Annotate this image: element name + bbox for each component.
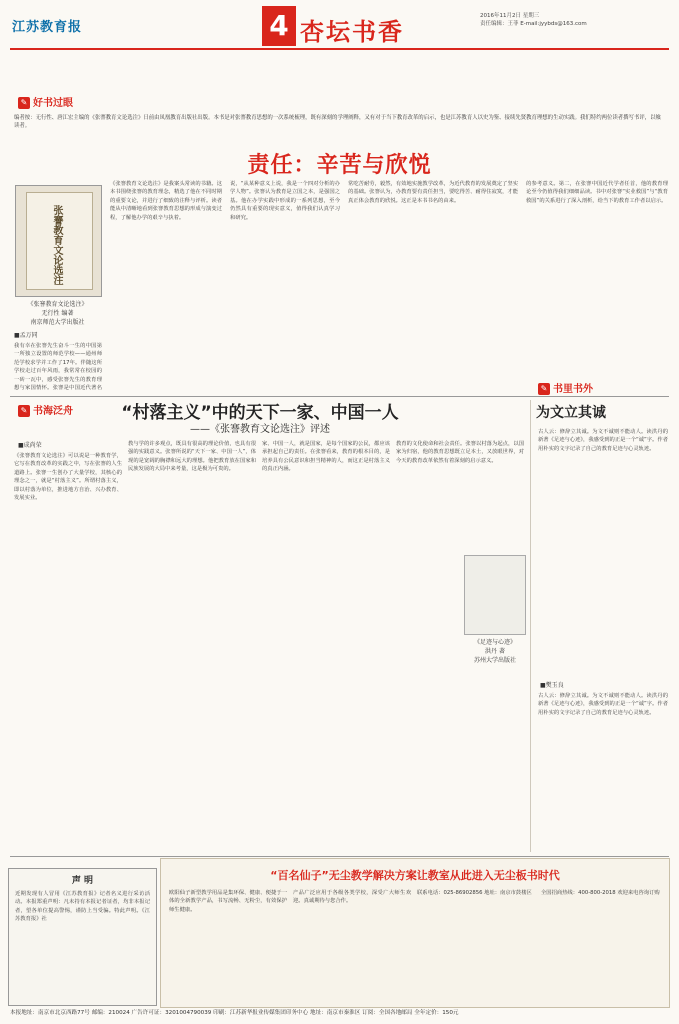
book-cover-title: 张謇教育文论选注	[51, 205, 62, 285]
book-icon: ✎	[18, 405, 30, 417]
notice-box	[8, 868, 157, 1006]
section-label-text: 书海泛舟	[33, 406, 73, 417]
notice-title: 声 明	[71, 876, 94, 886]
sidebar-label	[538, 380, 593, 395]
book-cover-image	[15, 185, 102, 297]
article-author: ■孟万同	[14, 332, 38, 339]
book-icon: ✎	[538, 383, 550, 395]
ad-title: “百名仙子”无尘教学解决方案让教室从此进入无尘板书时代	[270, 869, 560, 882]
sidebar-divider	[530, 400, 531, 852]
article-column-4: 常吃苦耐劳，毅然，有效地实施教学改革，为近代教育的发展奠定了坚实的基础。张謇认为，办教育要有责任担当，要吃得苦、耐得住寂寞，才能真正体会教育的欣悦。这正是本书书名的由来。	[348, 181, 518, 204]
sidebar-book-publisher: 苏州大学出版社	[473, 657, 516, 664]
page-number: 4	[262, 6, 296, 46]
notice-text: 近期发现有人冒用《江苏教育报》记者名义进行采访活动。本报郑重声明：凡未持有本报记者证者，均非本报记者，望各单位提高警惕，谨防上当受骗。特此声明。《江苏教育报》社	[15, 891, 150, 923]
section-divider	[10, 396, 669, 397]
header-date: 2016年11月2日 星期三	[480, 13, 540, 19]
advertisement	[160, 858, 670, 1008]
ad-column-3: 联系电话：025-86902856 地址：南京市鼓楼区	[417, 890, 532, 896]
section-label-text: 好书过眼	[33, 98, 73, 109]
section-label-good-books	[18, 94, 73, 109]
article-column-3: 说，“从某种意义上说，我是一个四对分析的办学人物”。张謇认为教育是立国之本，是强国之基。他在办学实践中形成的一系列思想，至今仍然具有重要的现实意义，值得我们认真学习和研究。	[230, 181, 340, 221]
sidebar-column-2: 古人云：修辞立其诚。为文不诚则不能动人。读洪丹的新著《足迹与心迹》，我感受到的正是一个“诚”字。作者用朴实的文字记录了自己的教育足迹与心灵轨迹。	[538, 693, 668, 716]
header-info	[480, 13, 670, 28]
ad-column-1: 欧阳仙子新型教学用品是集环保、健康、便捷于一体的全新教学产品，书写流畅、无粉尘，有效保护师生健康。	[169, 890, 287, 913]
sidebar-title: 为文立其诚	[536, 405, 606, 421]
sidebar-column-1: 古人云：修辞立其诚。为文不诚则不能动人。读洪丹的新著《足迹与心迹》，我感受到的正是一个“诚”字。作者用朴实的文字记录了自己的教育足迹与心灵轨迹。	[538, 429, 668, 452]
book-cover-inner	[26, 192, 93, 290]
article-column-1: 我有幸在张謇先生奋斗一生的中国第一所独立设置的师范学校——通州师范学校求学并工作了17年。伴随这所学校走过百年风雨，我常常在校园的一砖一瓦中，感受张謇先生的教育理想与家国情怀。张謇是中国近代著名	[14, 343, 102, 392]
ad-column-2: 产品广泛应用于各级各类学校，深受广大师生欢迎。真诚期待与您合作。	[293, 890, 411, 905]
header-rule	[10, 48, 669, 50]
article2-column-1: 《张謇教育文论选注》可以说是一种教育学，它写在教育改革的实践之中，写在张謇的人生道路上。张謇一生创办了大量学校，其核心的理念之一，就是“村落主义”。所谓村落主义，即以村落为单位，推进地方自治、兴办教育、发展实业。	[14, 453, 122, 502]
article-title: 责任：辛苦与欣悦	[247, 153, 432, 178]
article2-subtitle: ——《张謇教育文论选注》评述	[190, 424, 330, 435]
article2-column-2: 教与学的许多观点，既具有很高的理论价值，也具有很强的实践意义。张謇所说的“天下一家、中国一人”，体现的是宽阔的胸襟和远大的理想。他把教育放在国家和民族发展的大局中来考量，这是极为可贵的。	[128, 441, 256, 473]
article2-column-4: 教育的文化使命和社会责任。张謇以村落为起点，以国家为归宿，他的教育思想既立足本土，又放眼世界，对今天的教育改革依然有着深刻的启示意义。	[396, 441, 524, 464]
sidebar-author: ■樊玉良	[540, 682, 564, 689]
sidebar-book-cover	[464, 555, 526, 635]
article2-title: “村落主义”中的天下一家、中国一人	[121, 403, 399, 423]
book-icon: ✎	[18, 97, 30, 109]
sidebar-label-text: 书里书外	[553, 384, 593, 395]
ad-column-4: 全国招商热线：400-800-2018 欢迎来电咨询订购	[541, 890, 660, 896]
page-title: 杏坛书香	[300, 18, 404, 46]
sidebar-book-title: 《足迹与心迹》	[473, 639, 516, 646]
book-caption-title: 《张謇教育文论选注》	[27, 301, 88, 308]
article2-column-3: 家、中国一人，就是国家，是每个国家的公民，都应该承担起自己的责任。在张謇看来，教育的根本目的，是培养具有公民意识和担当精神的人，而这正是村落主义的真正内涵。	[262, 441, 390, 473]
sidebar-book-caption	[455, 638, 535, 665]
book-caption-publisher: 南京师范大学出版社	[30, 319, 85, 326]
book-caption-author: 无行性 编著	[41, 310, 74, 317]
article-column-2: 《张謇教育文论选注》是我案头常读的书籍。这本书围绕张謇的教育理念，精选了他在不同时期的重要文论，并进行了细致的注释与评析。读者能从中清晰地看到张謇教育思想的形成与演变过程，了解他办学的艰辛与执着。	[110, 181, 222, 221]
article2-author: ■成尚荣	[18, 442, 42, 449]
article-column-5: 的参考意义。第二，在张謇中国近代学者任首，他的教育理论至今仍值得我们细细品读。书中对张謇“实业救国”与“教育救国”的关系进行了深入剖析，给当下的教育工作者以启示。	[526, 181, 668, 204]
editor-note: 编者按：无行性、唐江宏主编的《张謇教育文论选注》日前由凤凰教育出版社出版。本书是对张謇教育思想的一次系统梳理，既有深刻的学理阐释，又有对于当下教育改革的启示，也是江苏教育人以史为鉴、接续先贤教育理想的生动实践。我们特约两位读者撰写书评，以飨读者。	[14, 115, 661, 129]
section-divider-bottom	[10, 856, 669, 857]
newspaper-logo: 江苏教育报	[12, 20, 83, 35]
header-editor: 责任编辑：王菲 E-mail:jyybds@163.com	[480, 20, 587, 27]
sidebar-book-author: 洪丹 著	[485, 648, 505, 655]
footer: 本报地址：南京市北京西路77号 邮编：210024 广告许可证：3201004790039 印刷：江苏新华报业传媒集团印务中心 地址：南京市秦淮区 订阅：全国各地邮局 全年定价：150元	[10, 1010, 459, 1016]
book-caption	[10, 300, 105, 327]
